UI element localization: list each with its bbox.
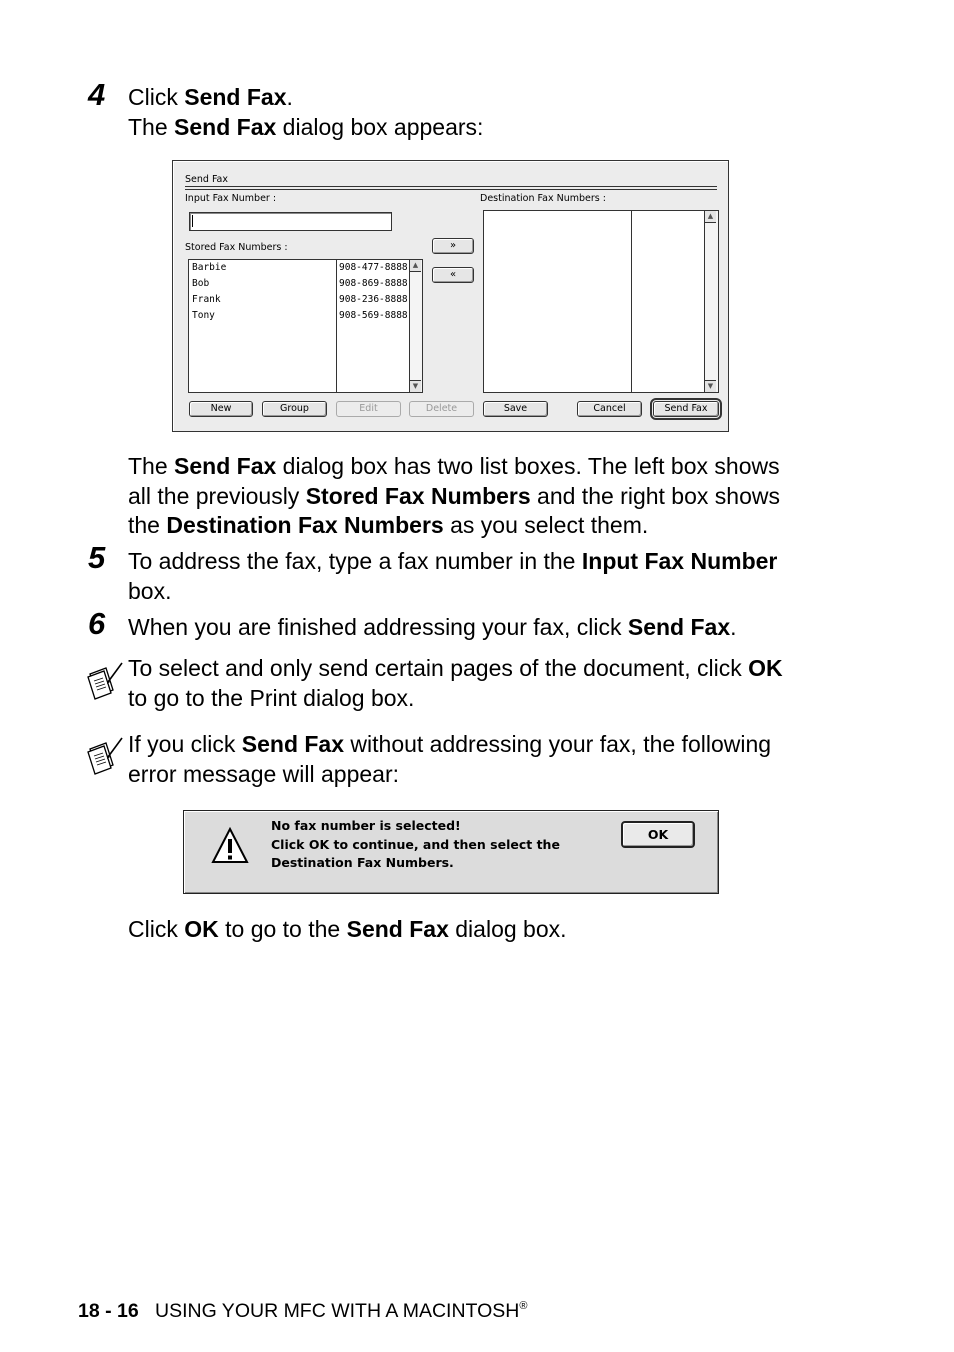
registered-mark: ® — [519, 1300, 528, 1312]
step-number-4: 4 — [88, 77, 106, 112]
scroll-down-icon[interactable]: ▼ — [410, 380, 421, 392]
stored-name[interactable]: Frank — [192, 294, 221, 305]
text: and the right box shows — [530, 482, 780, 509]
stored-fax-numbers-label: Stored Fax Numbers : — [185, 242, 288, 253]
text: . — [730, 614, 737, 640]
error-dialog — [183, 810, 719, 894]
stored-fax-numbers-list[interactable] — [188, 259, 423, 393]
text: as you select them. — [443, 512, 649, 538]
bold-text: OK — [748, 655, 783, 681]
column-divider — [631, 211, 632, 392]
step-number-5: 5 — [88, 540, 106, 575]
note-pad-icon — [86, 735, 124, 775]
destination-list-scrollbar[interactable] — [704, 211, 718, 392]
text: To address the fax, type a fax number in the — [128, 548, 582, 574]
group-button[interactable]: Group — [262, 401, 327, 417]
bold-text: Send Fax — [174, 113, 277, 140]
delete-button[interactable]: Delete — [409, 401, 474, 417]
error-message — [271, 817, 591, 873]
text: without addressing your fax, the following — [344, 731, 772, 757]
error-line: No fax number is selected! — [271, 818, 461, 833]
text: dialog box has two list boxes. The left box shows — [276, 453, 780, 479]
destination-fax-numbers-list[interactable] — [483, 210, 719, 393]
text: The — [128, 453, 175, 479]
add-destination-button[interactable]: » — [432, 238, 474, 254]
input-fax-number-field[interactable] — [189, 212, 392, 231]
text: the — [128, 512, 167, 538]
step-4-text — [128, 83, 483, 142]
page-number: 18 - 16 — [78, 1300, 139, 1322]
stored-list-scrollbar[interactable] — [409, 260, 422, 392]
text: dialog box appears: — [276, 113, 484, 140]
bold-text: Send Fax — [627, 614, 731, 640]
text-cursor — [192, 215, 193, 227]
new-button[interactable]: New — [189, 401, 253, 417]
text: If you click — [128, 731, 242, 757]
text: The — [128, 113, 175, 140]
bold-text: OK — [184, 916, 219, 942]
text: to go to the — [218, 916, 347, 942]
step-6-text — [128, 613, 737, 643]
text: . — [286, 84, 293, 110]
bold-text: Send Fax — [241, 731, 345, 757]
bold-text: Send Fax — [184, 84, 287, 110]
input-fax-number-label: Input Fax Number : — [185, 193, 277, 204]
stored-number[interactable]: 908-869-8888 — [339, 278, 408, 289]
scroll-up-icon[interactable]: ▲ — [410, 260, 421, 272]
title-divider — [185, 189, 717, 190]
stored-number[interactable]: 908-236-8888 — [339, 294, 408, 305]
page-footer — [78, 1300, 527, 1323]
error-line: Click OK to continue, and then select the — [271, 836, 560, 852]
stored-name[interactable]: Barbie — [192, 262, 227, 273]
text: all the previously — [128, 482, 306, 509]
stored-name[interactable]: Tony — [192, 310, 215, 321]
column-divider — [336, 260, 337, 392]
list-description-paragraph — [128, 452, 780, 541]
ok-button[interactable]: OK — [621, 821, 695, 848]
destination-fax-numbers-label: Destination Fax Numbers : — [480, 193, 606, 204]
cancel-button[interactable]: Cancel — [577, 401, 642, 417]
title-divider — [185, 186, 717, 187]
text: To select and only send certain pages of the document, click — [128, 655, 749, 681]
bold-text: Stored Fax Numbers — [305, 482, 531, 509]
text: box. — [128, 577, 172, 604]
warning-icon — [211, 827, 249, 865]
text: Click — [128, 84, 185, 110]
edit-button[interactable]: Edit — [336, 401, 401, 417]
step-number-6: 6 — [88, 606, 106, 641]
send-fax-dialog — [172, 160, 729, 432]
text: Click — [128, 916, 185, 942]
after-error-text — [128, 915, 567, 945]
dialog-title: Send Fax — [185, 174, 228, 185]
text: error message will appear: — [128, 760, 400, 787]
note-pad-icon — [86, 660, 124, 700]
text: When you are finished addressing your fax, click — [128, 614, 628, 640]
send-fax-button[interactable]: Send Fax — [653, 401, 719, 417]
stored-number[interactable]: 908-477-8888 — [339, 262, 408, 273]
bold-text: Send Fax — [174, 453, 277, 479]
error-line: Destination Fax Numbers. — [271, 855, 454, 870]
step-5-text — [128, 547, 777, 606]
scroll-up-icon[interactable]: ▲ — [705, 211, 716, 223]
note-1-text — [128, 654, 783, 713]
stored-name[interactable]: Bob — [192, 278, 210, 289]
scroll-down-icon[interactable]: ▼ — [705, 380, 716, 392]
remove-destination-button[interactable]: « — [432, 267, 474, 283]
text: dialog box. — [448, 916, 567, 942]
save-button[interactable]: Save — [483, 401, 548, 417]
text: to go to the Print dialog box. — [128, 684, 415, 711]
note-2-text — [128, 730, 771, 789]
bold-text: Destination Fax Numbers — [166, 512, 444, 538]
bold-text: Send Fax — [346, 916, 449, 942]
bold-text: Input Fax Number — [581, 548, 778, 574]
stored-number[interactable]: 908-569-8888 — [339, 310, 408, 321]
chapter-title: USING YOUR MFC WITH A MACINTOSH — [154, 1300, 520, 1322]
